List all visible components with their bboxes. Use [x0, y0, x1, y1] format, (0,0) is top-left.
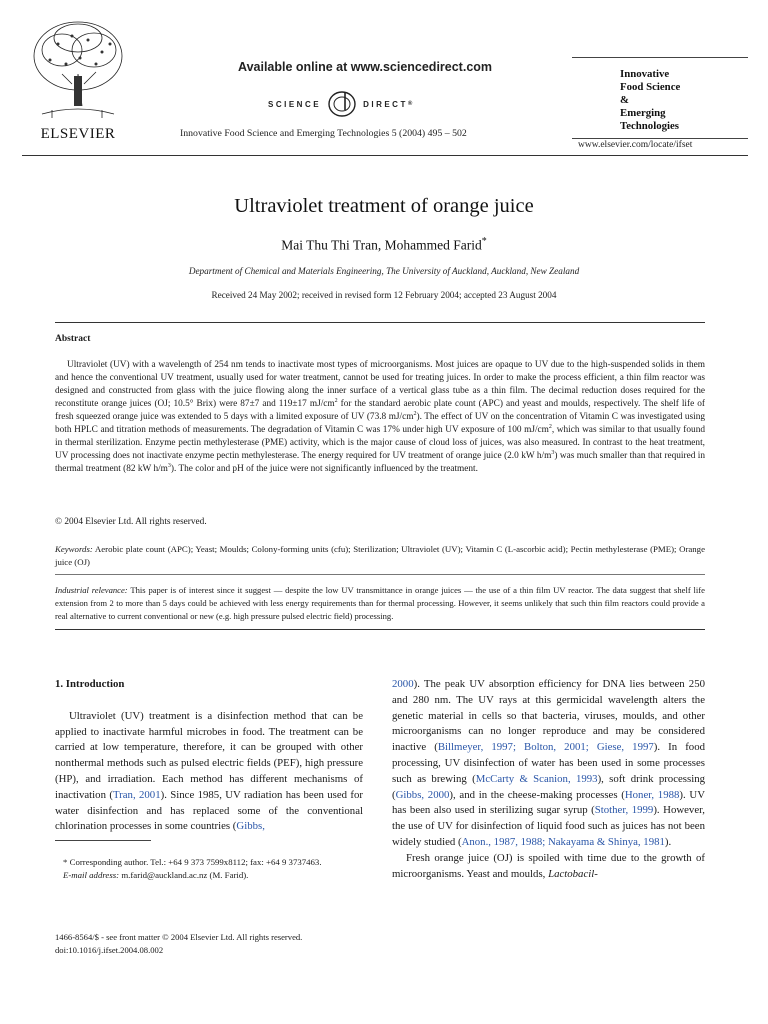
- author-names: Mai Thu Thi Tran, Mohammed Farid: [281, 237, 482, 253]
- relevance-text: This paper is of interest since it suggest — despite the low UV transmittance in orange juices — the use of a thin film UV reactor. The data suggest that shelf life extension from 2 to more than 5 days could be achieved with less energy requirements than for thermal processing. However, it seems unlikely that such thin film reactors could provide a real alternative to current conventional or new (e.g. high pressure pulsed electric field) processing.: [55, 585, 705, 621]
- journal-name-line: &: [620, 94, 629, 106]
- body-text: ). The peak UV absorption efficiency for DNA lies between 250 and 280 nm. The UV rays at this germicidal wavelength alters the genetic material in cells so that bacteria, viruses, moulds, and other microorganisms can no longer reproduce and may be considered inactive (: [392, 678, 705, 754]
- body-text: Ultraviolet (UV) treatment is a disinfection method that can be applied to inactivate harmful microbes in food. The treatment can be carried at low temperature, therefore, it can be grouped with other nonthermal methods such as pulsed electric fields (PEF), high pressure (HP), and irradiation. Each method has different mechanisms of inactivation (: [55, 709, 363, 801]
- citation-link[interactable]: Honer, 1988: [624, 788, 680, 801]
- citation-link[interactable]: Stother, 1999: [594, 804, 654, 817]
- body-text: ), soft drink processing (: [392, 772, 705, 801]
- journal-name-box: [572, 57, 748, 139]
- superscript: 3: [167, 462, 171, 469]
- sd-left-word: SCIENCE: [268, 99, 322, 109]
- footnote-divider: [55, 840, 151, 841]
- author-affiliation: Department of Chemical and Materials Engineering, The University of Auckland, Auckland, New Zealand: [188, 266, 580, 276]
- article-authors: [0, 236, 768, 254]
- article-title: Ultraviolet treatment of orange juice: [234, 195, 534, 217]
- header-divider: [22, 155, 748, 156]
- email-line: [55, 869, 363, 882]
- keywords-label: Keywords:: [55, 544, 93, 554]
- body-text: ). UV has been also used in sterilizing sugar syrup (: [392, 788, 706, 817]
- issn-line: 1466-8564/$ - see front matter © 2004 Elsevier Ltd. All rights reserved.: [55, 932, 303, 942]
- publisher-name: ELSEVIER: [40, 126, 116, 142]
- superscript: 3: [551, 449, 555, 456]
- superscript: 2: [413, 410, 417, 417]
- superscript: 2: [548, 423, 552, 430]
- corresponding-author-mark[interactable]: *: [481, 236, 487, 247]
- citation-link[interactable]: 2000: [392, 678, 414, 690]
- intro-paragraph-2: [392, 851, 705, 883]
- body-text: ). In food processing, UV disinfection of water has been used in some processes such as brewing (: [392, 741, 705, 785]
- body-text: ). Since 1985, UV radiation has been used for water disinfection and has replaced some of the conventional chlorination processes in some countries (: [55, 788, 363, 833]
- left-column: [55, 677, 363, 835]
- doi-line[interactable]: doi:10.1016/j.ifset.2004.08.002: [55, 944, 164, 955]
- right-column: [392, 677, 705, 882]
- email-address[interactable]: m.farid@auckland.ac.nz (M. Farid).: [119, 869, 249, 880]
- footnote: [55, 856, 363, 881]
- abstract-text: [55, 359, 705, 476]
- email-label: E-mail address:: [63, 869, 120, 880]
- intro-paragraph: [55, 709, 363, 835]
- relevance-divider: [55, 629, 705, 630]
- citation-link[interactable]: Billmeyer, 1997; Bolton, 2001; Giese, 1997: [437, 741, 654, 754]
- journal-name-line: Innovative: [620, 68, 670, 80]
- abstract-seg: ). The color and pH of the juice were not significantly influenced by the treatment.: [170, 464, 478, 474]
- sciencedirect-d-icon: [327, 90, 357, 118]
- elsevier-logo: [22, 14, 134, 144]
- corresponding-author-note: * Corresponding author. Tel.: +64 9 373 7599x8112; fax: +64 9 3737463.: [63, 857, 322, 867]
- citation-link[interactable]: Tran, 2001: [112, 788, 161, 801]
- body-text: ).: [664, 835, 672, 848]
- journal-name: [620, 68, 680, 133]
- sciencedirect-logo: [268, 90, 412, 118]
- abstract-divider: [55, 322, 705, 323]
- abstract-seg: ). The effect of UV on the concentration of Vitamin C was investigated using both HPLC and titration methods of measurements. The degradation of Vitamin C was 17% under high UV exposure of 100 mJ/cm: [55, 412, 705, 435]
- superscript: 2: [334, 397, 338, 404]
- received-dates: Received 24 May 2002; received in revised form 12 February 2004; accepted 23 August 2004: [211, 290, 557, 300]
- registered-mark: ®: [407, 101, 413, 107]
- keywords: [55, 543, 705, 569]
- available-online-text[interactable]: Available online at www.sciencedirect.com: [238, 60, 493, 74]
- abstract-seg: Ultraviolet (UV) with a wavelength of 254 nm tends to inactivate most types of microorganisms. Most juices are opaque to UV due to the high-suspended solids in them and hence the conventional UV treatment, usually used for water treatment, cannot be used for treating juices. In order to make the process efficient, a thin film reactor was designed and constructed from glass with the juice flowing along the inner surface of a vertical glass tube as a thin film. The decimal reduction doses required for the reconstitute orange juices (OJ; 10.5° Brix) were 87±7 and 119±17 mJ/cm: [55, 360, 705, 409]
- elsevier-tree-icon: [22, 14, 134, 124]
- intro-paragraph-cont: [392, 677, 705, 851]
- body-text: ), and in the cheese-making processes (: [449, 788, 625, 801]
- body-text: ). However, the use of UV for disinfection of liquid food such as juices has not been widely studied (: [392, 804, 705, 848]
- journal-url[interactable]: www.elsevier.com/locate/ifset: [578, 140, 693, 150]
- industrial-relevance: [55, 584, 705, 623]
- citation-link[interactable]: McCarty & Scanion, 1993: [475, 772, 598, 785]
- journal-citation: Innovative Food Science and Emerging Technologies 5 (2004) 495 – 502: [180, 128, 467, 139]
- abstract-seg: ) was much smaller than that required in thermal treatment (82 kW h/m: [55, 451, 705, 474]
- body-text: Fresh orange juice (OJ) is spoiled with time due to the growth of microorganisms. Yeast and moulds,: [392, 851, 705, 880]
- abstract-seg: , which was similar to that usually found in thermal sterilization. Enzyme pectin methylesterase (PME) activity, which is the major cause of cloud loss of juices, was also measured. In contrast to the heat treatment, UV processing does not inactivate enzyme pectin methylesterase. The energy required for UV treatment of orange juice (2.0 kW h/m: [55, 425, 705, 461]
- keywords-text: Aerobic plate count (APC); Yeast; Moulds; Colony-forming units (cfu); Sterilization; Ultraviolet (UV); Vitamin C (L-ascorbic acid); Pectin methylesterase (PME); Orange juice (OJ): [55, 544, 705, 567]
- abstract-heading: Abstract: [55, 334, 91, 344]
- journal-name-line: Technologies: [620, 120, 679, 132]
- citation-link[interactable]: Gibbs,: [236, 820, 265, 833]
- journal-name-line: Emerging: [620, 107, 666, 119]
- section-heading: 1. Introduction: [55, 678, 125, 690]
- abstract-seg: for the standard aerobic plate count (APC) and yeast and moulds, respectively. The shelf life of fresh squeezed orange juice was extended to 5 days with a limited exposure of UV (73.8 mJ/cm: [55, 399, 705, 422]
- citation-link[interactable]: Gibbs, 2000: [395, 788, 450, 801]
- journal-name-line: Food Science: [620, 81, 681, 93]
- keywords-divider: [55, 574, 705, 575]
- relevance-label: Industrial relevance:: [55, 585, 128, 595]
- sd-right-word: DIRECT: [363, 99, 408, 109]
- body-text-italic: Lactobacil-: [548, 867, 598, 880]
- citation-link[interactable]: Anon., 1987, 1988; Nakayama & Shinya, 1981: [461, 835, 665, 848]
- issn-block: [55, 931, 375, 956]
- abstract-copyright: © 2004 Elsevier Ltd. All rights reserved.: [55, 517, 207, 527]
